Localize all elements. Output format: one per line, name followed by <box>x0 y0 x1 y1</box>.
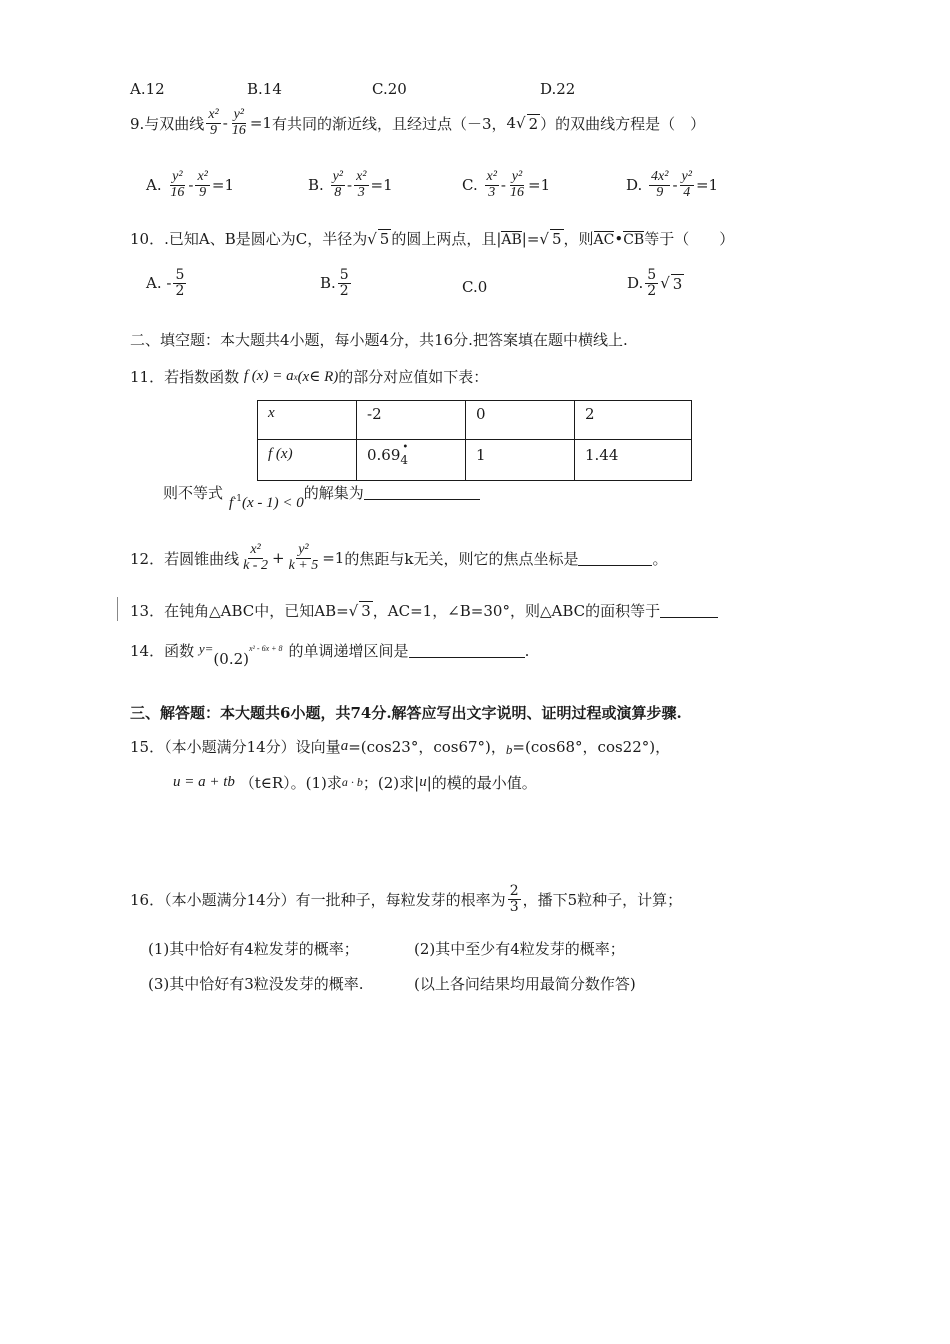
q10-stem: 10．.已知A、B是圆心为C，半径为 √ 5 的圆上两点，且| AB |= √ 5 ，则 AC • CB 等于（ ） <box>130 229 735 248</box>
q10-vector-ac: AC <box>593 231 615 248</box>
q8-option-b: B.14 <box>247 80 282 98</box>
table-row <box>258 440 692 481</box>
q9-sqrt-coef: 4 <box>506 114 517 133</box>
q16-note: (以上各问结果均用最简分数作答) <box>414 975 636 993</box>
section-3-heading: 三、解答题：本大题共6小题，共74分.解答应写出文字说明、证明过程或演算步骤. <box>130 704 682 722</box>
q10-radius: 5 <box>379 230 390 248</box>
q16-part-1: (1)其中恰好有4粒发芽的概率； <box>148 940 359 958</box>
table-cell: x <box>258 401 357 440</box>
q14-stem: 14．函数 y= (0.2) x² - 6x + 8 的单调递增区间是 . <box>130 640 530 668</box>
q12-stem: 12．若圆锥曲线 $\frac{\text{x²}}{k - 2}$ + $\frac{\text{y²}}{k + 5}$ =1 的焦距与k无关，则它的焦点坐标是 。 <box>130 542 668 573</box>
q9-option-d: D. $\frac{\text{4x²}}{9}$ - $\frac{\text{y²}}{4}$ =1 <box>626 169 719 200</box>
q10-option-b: B. $\frac{5}{2}$ <box>320 267 349 299</box>
table-cell: 0 <box>466 401 575 440</box>
q16-part-2: (2)其中至少有4粒发芽的概率； <box>414 940 625 958</box>
table-cell: 2 <box>575 401 692 440</box>
table-cell: 1 <box>466 440 575 481</box>
q11-inequality: 则不等式 $f^{-1}(x - 1) < 0$ 的解集为 <box>163 486 480 507</box>
q8-option-a: A.12 <box>130 80 165 98</box>
table-cell: 1.44 <box>575 440 692 481</box>
q11-value-table <box>257 400 692 481</box>
table-row <box>258 401 692 440</box>
q13-answer-blank[interactable] <box>660 603 718 618</box>
q11-answer-blank[interactable] <box>364 485 480 500</box>
q9-stem: 9.与双曲线 $\frac{\text{x²}}{9}$ - $\frac{\text{y²}}{16}$ =1 有共同的渐近线，且经过点（－3， 4 √ 2 ）的双曲线方程是（ ） <box>130 107 706 138</box>
q10-vector-ab: AB <box>501 231 522 248</box>
q9-option-b: B. $\frac{\text{y²}}{8}$ - $\frac{\text{x²}}{3}$ =1 <box>308 169 393 200</box>
q8-option-d: D.22 <box>540 80 576 98</box>
q16-stem: 16．（本小题满分14分）有一批种子，每粒发芽的根率为 $\frac{2}{3}$ ，播下5粒种子，计算； <box>130 883 683 915</box>
q15-stem: 15．（本小题满分14分）设向量 a =(cos23°，cos67°)， b =(cos68°，cos22°)， <box>130 738 671 757</box>
section-2-heading: 二、填空题：本大题共4小题，每小题4分，共16分.把答案填在题中横线上. <box>130 331 628 349</box>
q13-stem: 13．在钝角△ABC中，已知AB= √ 3 ，AC=1，∠B=30°，则△ABC的面积等于 <box>130 600 718 621</box>
q9-frac-left: $\frac{\text{x²}}{9}$ <box>208 107 219 138</box>
q16-part-3: (3)其中恰好有3粒没发芽的概率. <box>148 975 364 993</box>
q9-option-a: A. $\frac{\text{y²}}{16}$ - $\frac{\text{x²}}{9}$ =1 <box>146 169 235 200</box>
q10-option-c: C.0 <box>462 278 488 296</box>
q14-answer-blank[interactable] <box>409 643 525 658</box>
q15-parts: u = a + tb （t∈R）。(1)求 a · b ；(2)求| u |的模的最小值。 <box>173 774 537 792</box>
q12-answer-blank[interactable] <box>578 551 652 566</box>
q9-option-c: C. $\frac{\text{x²}}{3}$ - $\frac{\text{y²}}{16}$ =1 <box>462 169 551 200</box>
q11-stem: 11．若指数函数 f (x) = a x (x∈ R) 的部分对应值如下表： <box>130 368 489 386</box>
q8-option-c: C.20 <box>372 80 407 98</box>
q9-sqrt-arg: 2 <box>528 114 539 133</box>
q10-vector-cb: CB <box>623 231 645 248</box>
q10-option-a: A. - $\frac{5}{2}$ <box>146 267 185 299</box>
table-cell: f (x) <box>258 440 357 481</box>
q9-prefix: 9.与双曲线 <box>130 114 205 133</box>
q9-middle: 有共同的渐近线，且经过点（－3， <box>271 114 507 133</box>
q10-option-d: D. $\frac{5}{2}$ √ 3 <box>627 267 683 299</box>
table-cell: -2 <box>357 401 466 440</box>
q9-suffix: ）的双曲线方程是（ ） <box>540 114 706 133</box>
q9-frac-right: $\frac{\text{y²}}{16}$ <box>231 107 246 138</box>
table-cell: 0.69 • $_4$ <box>357 440 466 481</box>
q9-eq-rhs: =1 <box>249 114 272 133</box>
margin-bar <box>117 597 118 621</box>
